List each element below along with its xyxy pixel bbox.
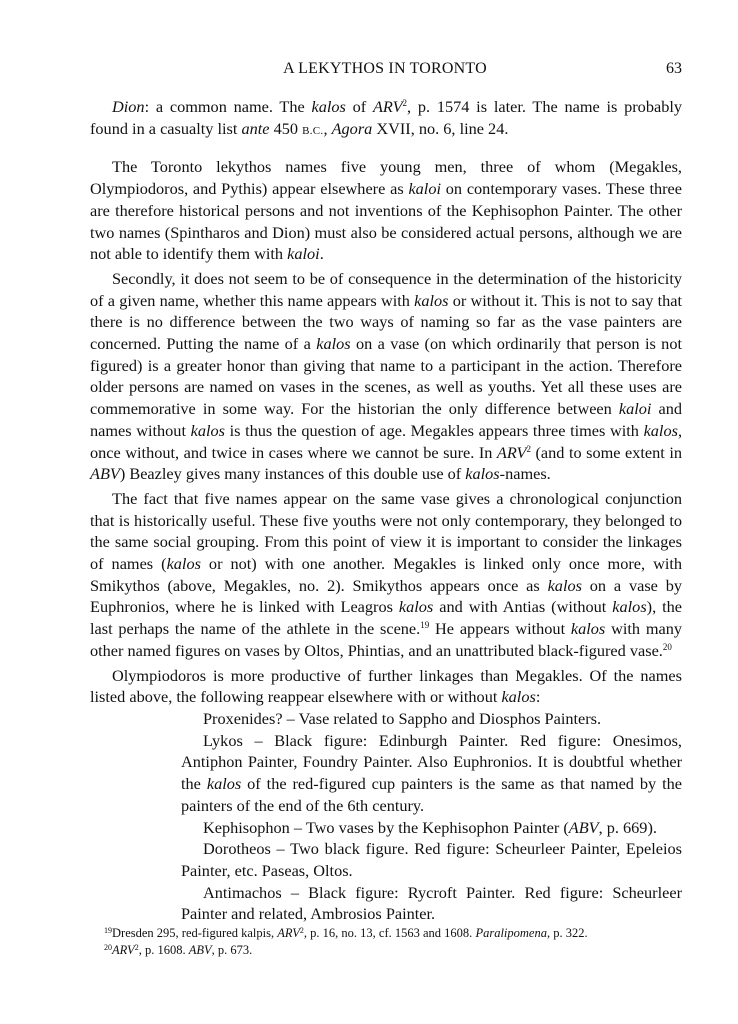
footnote-ref-20[interactable]: 20 [662,641,672,652]
page-number: 63 [666,60,682,77]
list-item-antimachos: Antimachos – Black figure: Rycroft Painter. Red figure: Scheurleer Painter and related, Ambrosios Painter. [181,882,682,924]
paragraph-five-names: The fact that five names appear on the same vase gives a chronological conjunction that is historically useful. These five youths were not only contemporary, they belonged to the same social grouping. From this point of view it is important to consider the linkages of names (kalos or not) with one another. Megakles is linked only once more, with Smikythos (above, Megakles, no. 2). Smikythos appears once as kalos on a vase by Euphronios, where he is linked with Leagros kalos and with Antias (without kalos), the last perhaps the name of the athlete in the scene.$^{19}$ He appears without kalos with many other named figures on vases by Oltos, Phintias, and an unattributed black-figured vase.$^{20}$ [90,488,683,660]
paragraph-dion: Dion: a common name. The kalos of ARV$^2$, p. 1574 is later. The name is probably found in a casualty list ante 450 B.C., Agora XVII, no. 6, line 24. [90,97,682,138]
running-title: A LEKYTHOS IN TORONTO [283,60,487,77]
list-item-dorotheos: Dorotheos – Two black figure. Red figure: Scheurleer Painter, Epeleios Painter, etc. Paseas, Oltos. [181,839,682,880]
footnotes [104,925,684,959]
paragraph-olympiodoros: Olympiodoros is more productive of further linkages than Megakles. Of the names listed above, the following reappear elsewhere with or without kalos: [90,665,682,707]
footnote-20: $^{20}$ARV$^2$, p. 1608. ABV, p. 673. [104,943,253,957]
body-text [90,96,682,925]
running-header [88,58,682,80]
name-list [90,708,682,925]
paragraph-toronto-lekythos: The Toronto lekythos names five young men, three of whom (Megakles, Olympiodoros, and Pythis) appear elsewhere as kaloi on contemporary vases. These three are therefore historical persons and not inventions of the Kephisophon Painter. The other two names (Spintharos and Dion) must also be considered actual persons, although we are not able to identify them with kaloi. [90,157,682,264]
footnote-19: $^{19}$Dresden 295, red-figured kalpis, ARV$^2$, p. 16, no. 13, cf. 1563 and 1608. Paralipomena, p. 322. [104,926,588,940]
list-item-lykos: Lykos – Black figure: Edinburgh Painter. Red figure: Onesimos, Antiphon Painter, Foundry Painter. Also Euphronios. It is doubtful whether the kalos of the red-figured cup painters is the same as that named by the painters of the end of the 6th century. [181,730,682,815]
list-item-kephisophon: Kephisophon – Two vases by the Kephisophon Painter (ABV, p. 669). [203,817,657,837]
footnote-ref-19[interactable]: 19 [420,620,430,631]
paragraph-secondly: Secondly, it does not seem to be of consequence in the determination of the historicity of a given name, whether this name appears with kalos or without it. This is not to say that there is no difference between the two ways of naming so far as the vase painters are concerned. Putting the name of a kalos on a vase (on which ordinarily that person is not figured) is a greater honor than giving that name to a participant in the action. Therefore older persons are named on vases in the scenes, as well as youths. Yet all these uses are commemorative in some way. For the historian the only difference between kaloi and names without kalos is thus the question of age. Megakles appears three times with kalos, once without, and twice in cases where we cannot be sure. In ARV$^2$ (and to some extent in ABV) Beazley gives many instances of this double use of kalos-names. [90,268,683,484]
list-item-proxenides: Proxenides? – Vase related to Sappho and Diosphos Painters. [203,708,602,728]
